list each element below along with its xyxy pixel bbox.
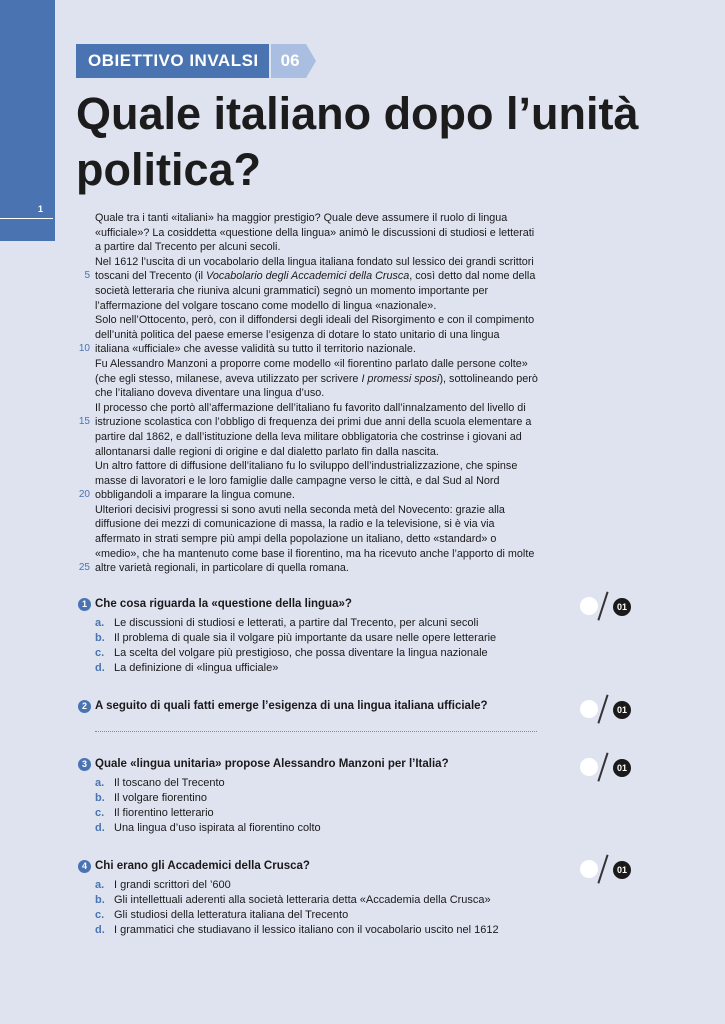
passage-text: Fu Alessandro Manzoni a proporre come modello «il fiorentino parlato dalle persone colte» (95, 357, 528, 370)
passage-line (84, 269, 550, 284)
option-letter: d. (95, 924, 105, 936)
passage-text: masse di lavoratori e le loro famiglie dalle campagne verso le città, e dal Sud al Nord (95, 474, 500, 487)
passage-text: affermato in strati sempre più ampi della popolazione un italiano, detto «standard» o (95, 533, 497, 546)
option-text: Il fiorentino letterario (114, 807, 214, 819)
banner-label: OBIETTIVO INVALSI (76, 44, 269, 78)
score-box (580, 593, 632, 619)
option-letter: d. (95, 822, 105, 834)
option-text: Gli intellettuali aderenti alla società letteraria detta «Accademia della Crusca» (114, 894, 491, 906)
option-letter: a. (95, 617, 105, 629)
passage-text: obbligandoli a imparare la lingua comune. (95, 489, 295, 502)
question-4 (78, 858, 658, 938)
answer-option[interactable] (78, 791, 658, 806)
passage-text: ), sottolineando però (439, 372, 538, 385)
passage-text: dell’unità politica del paese emerse l’esigenza di dotare lo stato unitario di una lingua (95, 328, 500, 341)
option-text: Il volgare fiorentino (114, 792, 207, 804)
passage-line (95, 532, 550, 547)
line-number: 20 (78, 489, 90, 501)
reading-passage (78, 211, 550, 576)
italic-title-text: Vocabolario degli Accademici della Crusca (206, 270, 410, 283)
passage-line (95, 255, 550, 270)
line-number: 25 (78, 562, 90, 574)
passage-text: Nel 1612 l’uscita di un vocabolario della lingua italiana fondato sul lessico dei grandi scrittori (95, 255, 534, 268)
question-header (78, 698, 658, 714)
page-title: Quale italiano dopo l’unità politica? (76, 88, 639, 195)
question-text: Che cosa riguarda la «questione della lingua»? (95, 598, 352, 610)
passage-text: diffusione dei mezzi di comunicazione di massa, la radio e la televisione, si è via via (95, 518, 495, 531)
passage-line (95, 211, 550, 226)
passage-text: altre varietà regionali, in particolare di quella romana. (95, 562, 349, 575)
passage-line (95, 459, 550, 474)
passage-text: l’affermazione del volgare toscano come modello di lingua «nazionale». (95, 299, 437, 312)
answer-option[interactable] (78, 923, 658, 938)
banner-number: 06 (271, 44, 306, 78)
side-color-bar (0, 0, 55, 241)
question-text: Chi erano gli Accademici della Crusca? (95, 860, 310, 872)
passage-text: (che egli stesso, milanese, aveva utilizzato per scrivere (95, 372, 362, 385)
section-banner (76, 44, 306, 78)
passage-line (95, 401, 550, 416)
passage-line (95, 517, 550, 532)
passage-text: «ufficiale»? La cosiddetta «questione della lingua» animò le discussioni di studiosi e letterati (95, 226, 535, 239)
passage-line (95, 445, 550, 460)
passage-text: Un altro fattore di diffusione dell’italiano fu lo sviluppo dell’industrializzazione, che spinse (95, 460, 518, 473)
answer-option[interactable] (78, 776, 658, 791)
score-box (580, 856, 632, 882)
page-number: 1 (38, 204, 44, 214)
question-number-badge: 1 (78, 598, 91, 611)
question-3 (78, 756, 658, 836)
option-text: I grammatici che studiavano il lessico italiano con il vocabolario uscito nel 1612 (114, 924, 499, 936)
option-text: La scelta del volgare più prestigioso, che possa diventare la lingua nazionale (114, 647, 488, 659)
option-letter: c. (95, 909, 105, 921)
passage-text: «medio», che ha mantenuto come base il fiorentino, ma ha ricevuto anche l’apporto di molte (95, 547, 535, 560)
option-text: Una lingua d’uso ispirata al fiorentino colto (114, 822, 321, 834)
answer-option[interactable] (78, 908, 658, 923)
answer-option[interactable] (78, 878, 658, 893)
side-rule (0, 218, 53, 219)
answer-option[interactable] (78, 821, 658, 836)
passage-line (78, 561, 550, 576)
score-input-circle[interactable] (580, 860, 598, 878)
passage-text: istruzione scolastica con l’obbligo di frequenza dei primi due anni della scuola elementare a (95, 416, 532, 429)
answer-option[interactable] (78, 893, 658, 908)
passage-text: , così detto dal nome della (409, 270, 536, 283)
line-number: 10 (78, 343, 90, 355)
score-divider (597, 695, 608, 724)
passage-line (95, 226, 550, 241)
option-letter: c. (95, 807, 105, 819)
passage-text: partire dal 1862, e dall’istituzione della leva militare obbligatoria che costrinse i giovani ad (95, 430, 522, 443)
passage-line (95, 372, 550, 387)
option-text: I grandi scrittori del ’600 (114, 879, 231, 891)
option-text: La definizione di «lingua ufficiale» (114, 662, 279, 674)
passage-text: Ulteriori decisivi progressi si sono avuti nella seconda metà del Novecento: grazie alla (95, 503, 505, 516)
passage-line (95, 357, 550, 372)
option-letter: b. (95, 792, 105, 804)
passage-line (78, 342, 550, 357)
passage-line (95, 240, 550, 255)
answer-option[interactable] (78, 661, 658, 676)
max-score-badge: 01 (613, 598, 631, 616)
option-letter: c. (95, 647, 105, 659)
passage-text: toscani del Trecento (il (95, 270, 207, 283)
max-score-badge: 01 (613, 759, 631, 777)
passage-line (78, 488, 550, 503)
passage-line (95, 313, 550, 328)
passage-line (95, 430, 550, 445)
score-input-circle[interactable] (580, 758, 598, 776)
question-number-badge: 4 (78, 860, 91, 873)
question-number-badge: 3 (78, 758, 91, 771)
option-text: Il problema di quale sia il volgare più importante da usare nelle opere letterarie (114, 632, 497, 644)
italic-title-text: I promessi sposi (361, 372, 440, 385)
passage-line (95, 474, 550, 489)
option-letter: b. (95, 894, 105, 906)
question-2 (78, 698, 658, 714)
option-text: Gli studiosi della letteratura italiana del Trecento (114, 909, 349, 921)
passage-text: Quale tra i tanti «italiani» ha maggior prestigio? Quale deve assumere il ruolo di lingua (95, 212, 508, 224)
passage-line (78, 415, 550, 430)
passage-line (95, 328, 550, 343)
answer-option[interactable] (78, 646, 658, 661)
score-input-circle[interactable] (580, 597, 598, 615)
passage-text: allontanarsi dalle regioni di origine e dal dialetto parlato fin dalla nascita. (95, 445, 439, 458)
question-text: A seguito di quali fatti emerge l’esigenza di una lingua italiana ufficiale? (95, 700, 488, 712)
passage-text: che l’italiano doveva diventare una lingua d’uso. (95, 387, 325, 400)
max-score-badge: 01 (613, 701, 631, 719)
question-1 (78, 596, 658, 676)
question-header (78, 858, 658, 874)
score-box (580, 754, 632, 780)
passage-text: Solo nell’Ottocento, però, con il diffondersi degli ideali del Risorgimento e con il compimento (95, 314, 535, 327)
option-letter: b. (95, 632, 105, 644)
passage-text: Il processo che portò all’affermazione dell’italiano fu favorito dall’innalzamento del livello di (95, 401, 526, 414)
score-box (580, 696, 632, 722)
answer-option[interactable] (78, 631, 658, 646)
passage-text: italiana «ufficiale» che avesse validità su tutto il territorio nazionale. (95, 343, 416, 356)
answer-line[interactable] (95, 731, 537, 732)
passage-line (95, 547, 550, 562)
score-divider (597, 592, 608, 621)
option-letter: d. (95, 662, 105, 674)
passage-text: società letteraria che riuniva alcuni grammatici) segnò un momento importante per (95, 284, 489, 297)
score-input-circle[interactable] (580, 700, 598, 718)
question-header (78, 756, 658, 772)
option-text: Le discussioni di studiosi e letterati, a partire dal Trecento, per alcuni secoli (114, 617, 479, 629)
passage-text: a partire dal Trecento per alcuni secoli. (95, 241, 281, 254)
line-number: 5 (84, 270, 90, 282)
passage-line (95, 386, 550, 401)
option-letter: a. (95, 777, 105, 789)
answer-option[interactable] (78, 806, 658, 821)
question-number-badge: 2 (78, 700, 91, 713)
passage-line (95, 503, 550, 518)
passage-line (95, 284, 550, 299)
question-header (78, 596, 658, 612)
option-text: Il toscano del Trecento (114, 777, 225, 789)
answer-option[interactable] (78, 616, 658, 631)
score-divider (597, 753, 608, 782)
option-letter: a. (95, 879, 105, 891)
score-divider (597, 855, 608, 884)
line-number: 15 (78, 416, 90, 428)
question-text: Quale «lingua unitaria» propose Alessandro Manzoni per l’Italia? (95, 758, 449, 770)
max-score-badge: 01 (613, 861, 631, 879)
passage-line (95, 299, 550, 314)
